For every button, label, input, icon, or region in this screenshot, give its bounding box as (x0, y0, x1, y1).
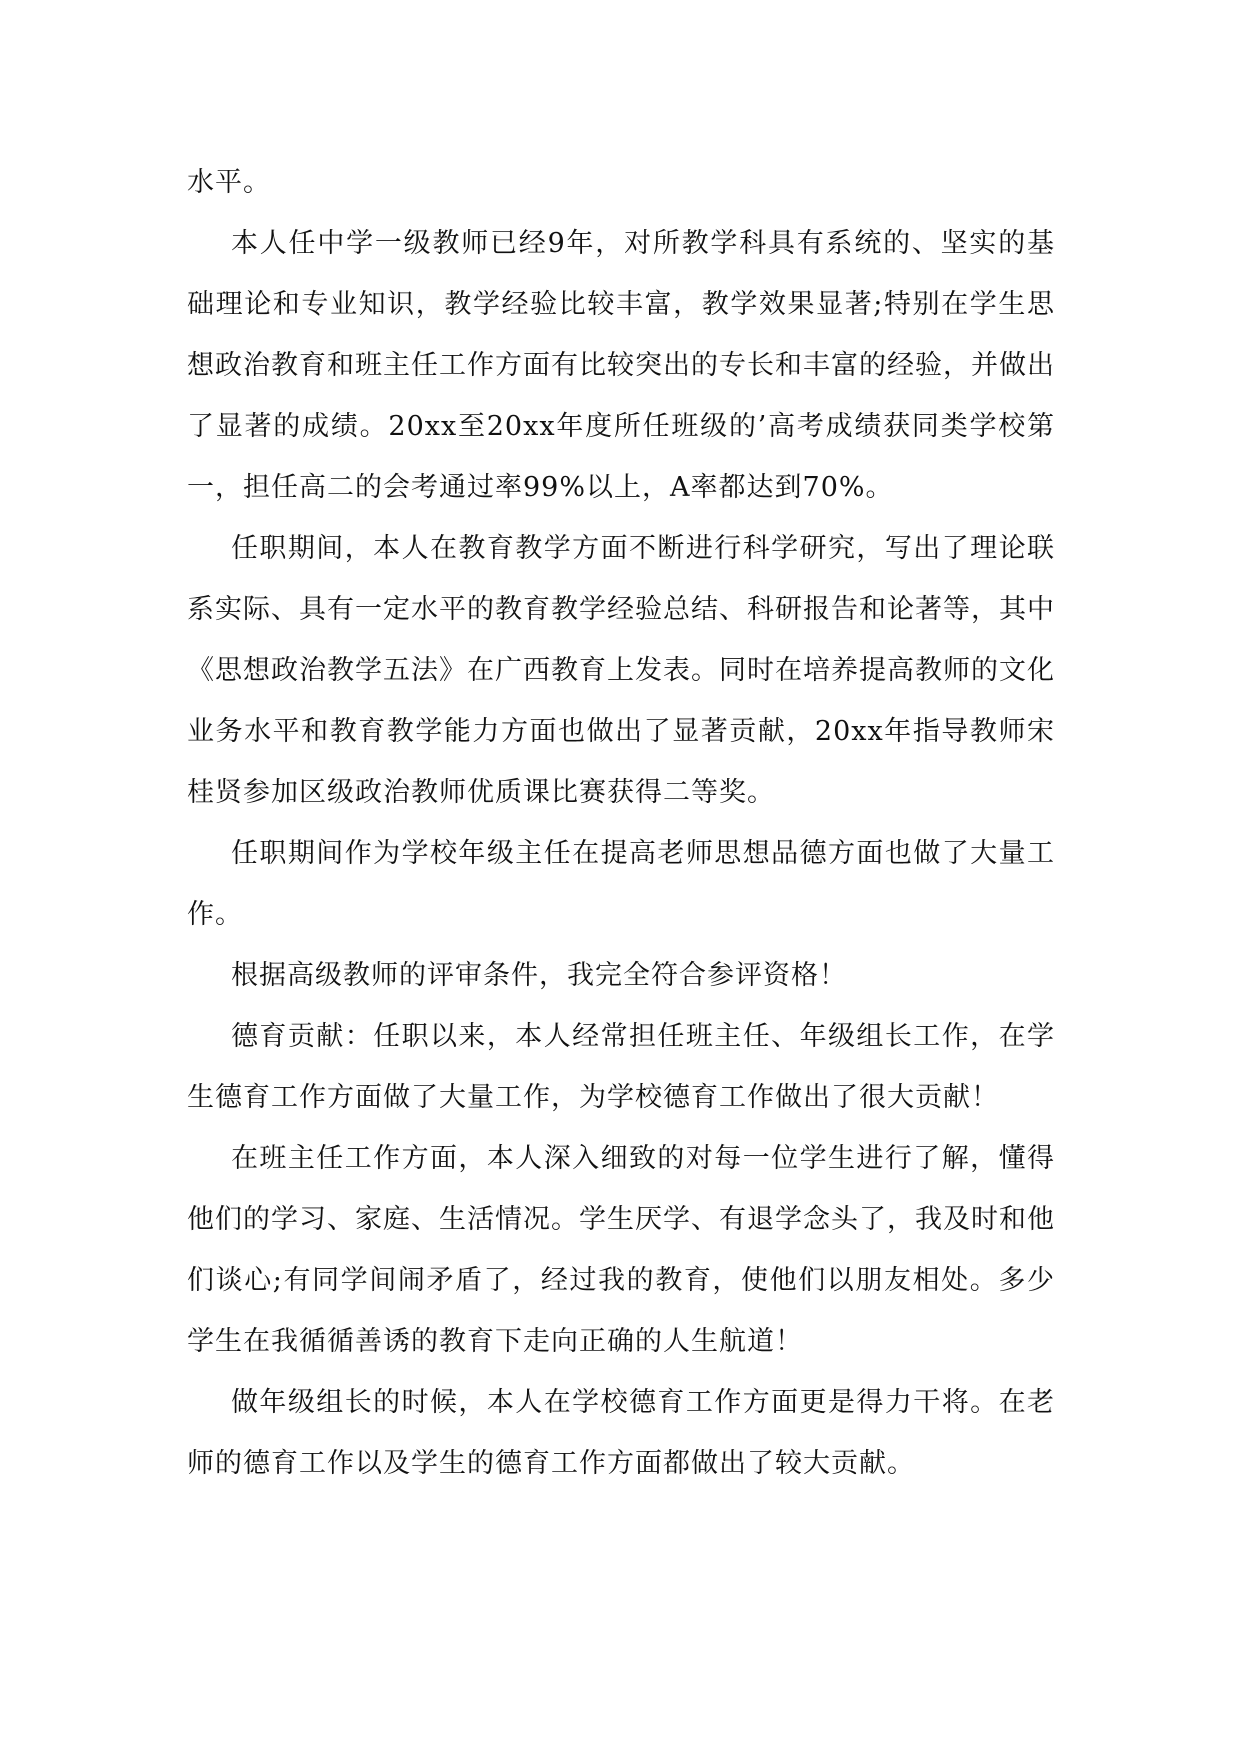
paragraph-grade-leader: 做年级组长的时候，本人在学校德育工作方面更是得力干将。在老师的德育工作以及学生的德育工作方面都做出了较大贡献。 (187, 1387, 1055, 1479)
paragraph-research: 任职期间，本人在教育教学方面不断进行科学研究，写出了理论联系实际、具有一定水平的教育教学经验总结、科研报告和论著等，其中《思想政治教学五法》在广西教育上发表。同时在培养提高教师的文化业务水平和教育教学能力方面也做出了显著贡献，20xx年指导教师宋桂贤参加区级政治教师优质课比赛获得二等奖。 (187, 533, 1055, 808)
paragraph-class-teacher: 在班主任工作方面，本人深入细致的对每一位学生进行了解，懂得他们的学习、家庭、生活情况。学生厌学、有退学念头了，我及时和他们谈心;有同学间闹矛盾了，经过我的教育，使他们以朋友相处。多少学生在我循循善诱的教育下走向正确的人生航道！ (187, 1143, 1055, 1357)
paragraph-grade-director: 任职期间作为学校年级主任在提高老师思想品德方面也做了大量工作。 (187, 838, 1055, 930)
paragraph-moral-education: 德育贡献：任职以来，本人经常担任班主任、年级组长工作，在学生德育工作方面做了大量工作，为学校德育工作做出了很大贡献！ (187, 1021, 1055, 1113)
paragraph-qualifications: 本人任中学一级教师已经9年，对所教学科具有系统的、坚实的基础理论和专业知识，教学经验比较丰富，教学效果显著;特别在学生思想政治教育和班主任工作方面有比较突出的专长和丰富的经验，并做出了显著的成绩。20xx至20xx年度所任班级的’高考成绩获同类学校第一，担任高二的会考通过率99%以上，A率都达到70%。 (187, 228, 1055, 503)
paragraph-continued: 水平。 (187, 167, 271, 198)
document-body (187, 152, 1055, 1494)
paragraph-eligibility: 根据高级教师的评审条件，我完全符合参评资格！ (231, 960, 847, 991)
